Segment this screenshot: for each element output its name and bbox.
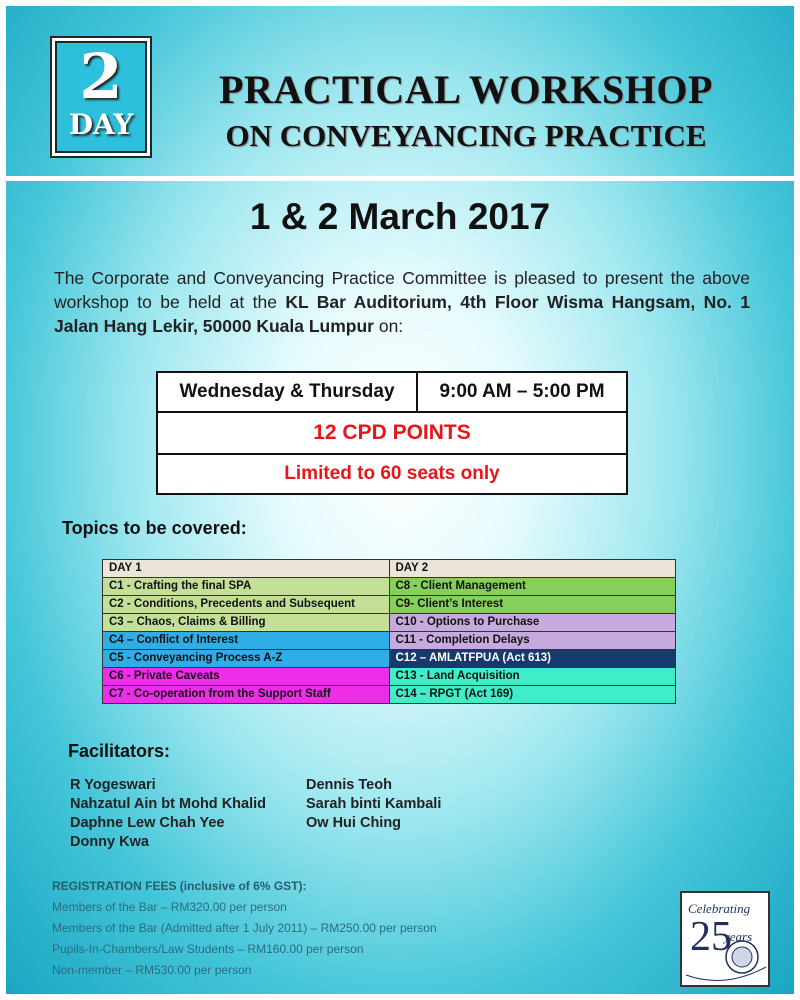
fee-item: Non-member – RM530.00 per person <box>52 963 252 977</box>
facilitator-name: Sarah binti Kambali <box>306 796 442 812</box>
topic-day1-cell: C3 – Chaos, Claims & Billing <box>103 614 390 632</box>
facilitators-column-1 <box>70 776 266 852</box>
bar-anniversary-logo <box>680 891 770 987</box>
intro-paragraph <box>54 266 750 338</box>
table-row <box>103 614 676 632</box>
facilitator-name: Nahzatul Ain bt Mohd Khalid <box>70 796 266 812</box>
fees-heading: REGISTRATION FEES (inclusive of 6% GST): <box>52 879 307 893</box>
facilitator-name: Daphne Lew Chah Yee <box>70 815 225 831</box>
table-row <box>103 650 676 668</box>
page-subtitle: ON CONVEYANCING PRACTICE <box>225 118 707 153</box>
facilitators-column-2 <box>306 776 441 833</box>
fee-item: Members of the Bar – RM320.00 per person <box>52 900 287 914</box>
cpd-points: 12 CPD POINTS <box>156 413 628 455</box>
fee-item: Members of the Bar (Admitted after 1 July 2011) – RM250.00 per person <box>52 921 437 935</box>
logo-celebrating: Celebrating <box>688 901 751 916</box>
facilitator-name: Dennis Teoh <box>306 777 392 793</box>
intro-text-end: on: <box>373 316 404 336</box>
duration-badge <box>50 36 152 158</box>
topic-day1-cell: C1 - Crafting the final SPA <box>103 578 390 596</box>
table-row <box>103 578 676 596</box>
table-row <box>103 668 676 686</box>
topic-day1-cell: C4 – Conflict of Interest <box>103 632 390 650</box>
registration-fees <box>52 876 612 981</box>
schedule-time: 9:00 AM – 5:00 PM <box>418 371 628 413</box>
event-date: 1 & 2 March 2017 <box>249 196 551 237</box>
table-row <box>103 596 676 614</box>
header-banner <box>6 6 794 176</box>
seat-limit: Limited to 60 seats only <box>156 455 628 495</box>
badge-label: DAY <box>68 108 134 141</box>
facilitator-name: Donny Kwa <box>70 834 149 850</box>
topics-heading: Topics to be covered: <box>62 518 247 538</box>
topic-day1-cell: C7 - Co-operation from the Support Staff <box>103 686 390 704</box>
topic-day2-cell: C9- Client’s Interest <box>389 596 676 614</box>
topic-day1-cell: C5 - Conveyancing Process A-Z <box>103 650 390 668</box>
topic-day2-cell: C10 - Options to Purchase <box>389 614 676 632</box>
topic-day2-cell: C8 - Client Management <box>389 578 676 596</box>
facilitator-name: Ow Hui Ching <box>306 815 402 831</box>
logo-number: 25 <box>690 914 732 960</box>
page-title: PRACTICAL WORKSHOP <box>219 67 713 112</box>
table-row <box>103 686 676 704</box>
table-header-day2: DAY 2 <box>389 560 676 578</box>
facilitator-name: R Yogeswari <box>70 777 156 793</box>
topic-day2-cell: C11 - Completion Delays <box>389 632 676 650</box>
topic-day2-cell: C13 - Land Acquisition <box>389 668 676 686</box>
topics-table <box>102 559 676 704</box>
logo-years: years <box>724 929 753 944</box>
table-header-day1: DAY 1 <box>103 560 390 578</box>
topic-day1-cell: C2 - Conditions, Precedents and Subsequent <box>103 596 390 614</box>
fee-item: Pupils-In-Chambers/Law Students – RM160.00 per person <box>52 942 364 956</box>
badge-number: 2 <box>79 40 123 113</box>
schedule-box <box>156 371 628 495</box>
header-divider <box>6 176 794 181</box>
topic-day2-cell: C12 – AMLATFPUA (Act 613) <box>389 650 676 668</box>
venue-text: KL Bar Auditorium, 4th Floor Wisma Hangsam, No. 1 Jalan Hang Lekir, 50000 Kuala Lumpur <box>54 292 750 336</box>
schedule-days: Wednesday & Thursday <box>156 371 418 413</box>
intro-text: The Corporate and Conveyancing Practice Committee is pleased to present the above workshop to be held at the <box>54 268 750 312</box>
topic-day1-cell: C6 - Private Caveats <box>103 668 390 686</box>
facilitators-heading: Facilitators: <box>68 741 171 761</box>
table-row <box>103 632 676 650</box>
table-header-row <box>103 560 676 578</box>
topic-day2-cell: C14 – RPGT (Act 169) <box>389 686 676 704</box>
